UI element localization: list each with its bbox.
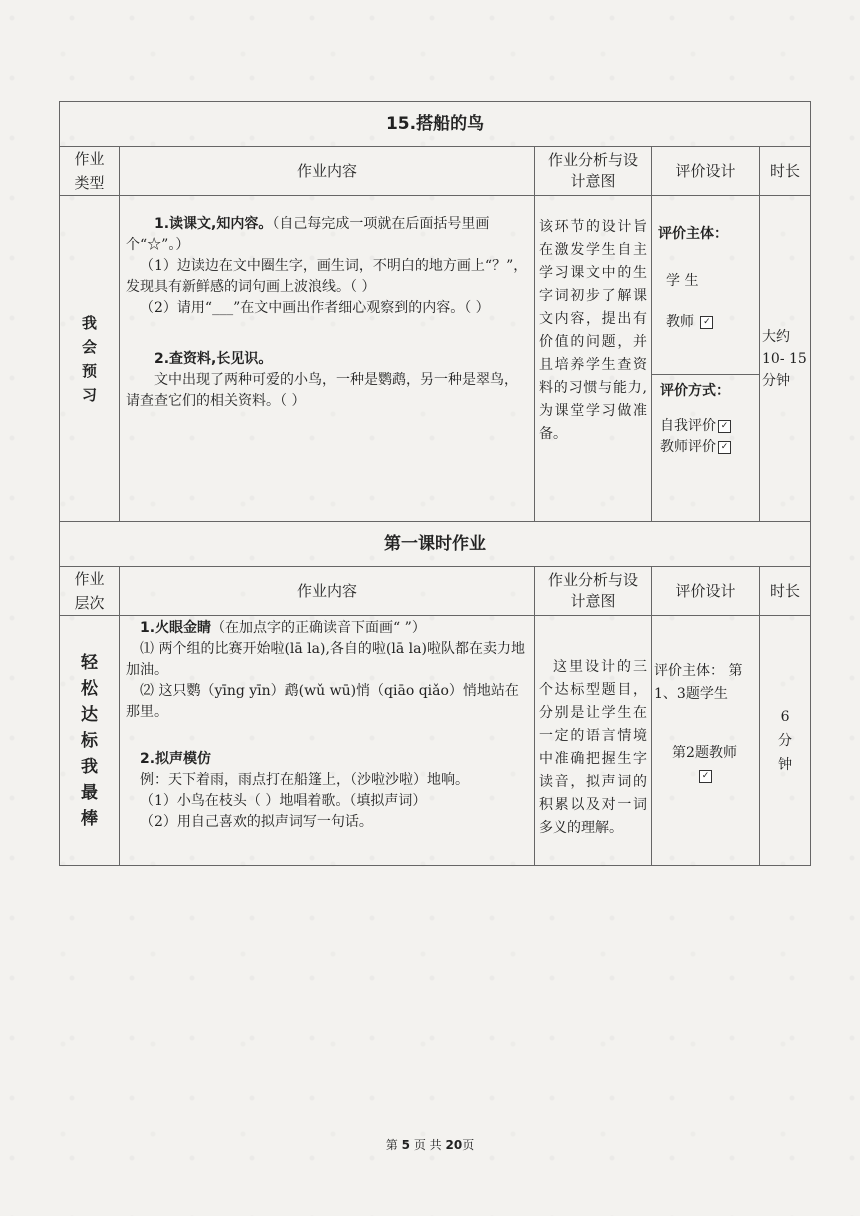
easy-item2-title: 2.拟声模仿 [140,751,212,767]
checkbox-icon: ✓ [718,420,731,433]
lesson-title: 15.搭船的鸟 [60,102,811,147]
preview-item2-text: 文中出现了两种可爱的小鸟，一种是鹦鹉，另一种是翠鸟，请查查它们的相关资料。（ ） [126,372,518,409]
easy-item1-sub2: ⑵ 这只鹦（yīng yīn）鹉(wǔ wū)悄（qiāo qiǎo）悄地站在那里。 [126,683,519,720]
checkbox-icon: ✓ [699,770,712,783]
page-total: 20 [445,1138,463,1152]
header-duration: 时长 [760,147,811,196]
section2-title: 第一课时作业 [60,522,811,567]
preview-row [60,196,811,522]
easy-duration: 6分钟 [760,616,811,866]
easy-eval-subject: 评价主体： 第1、3题学生 [654,663,743,702]
eval-self: 自我评价 [660,418,716,434]
easy-item1-title: 1.火眼金睛 [140,620,212,636]
header-row-1 [60,147,811,196]
header2-content: 作业内容 [120,567,535,616]
checkbox-icon: ✓ [718,441,731,454]
header2-duration: 时长 [760,567,811,616]
preview-duration: 大约10- 15分钟 [760,196,811,522]
eval-teacher-eval: 教师评价 [660,439,716,455]
preview-item1-sub2: （2）请用“___”在文中画出作者细心观察到的内容。（ ） [140,300,490,316]
preview-item2-title: 2.查资料,长见识。 [154,351,273,367]
preview-content [120,196,535,522]
easy-item1-sub1: ⑴ 两个组的比赛开始啦(lā la),各自的啦(lā la)啦队都在卖力地加油。 [126,641,525,678]
header-row-2 [60,567,811,616]
easy-item2-example: 例：天下着雨，雨点打在船篷上，（沙啦沙啦）地响。 [140,772,469,788]
easy-content [120,616,535,866]
header2-eval: 评价设计 [652,567,760,616]
preview-analysis: 该环节的设计旨在激发学生自主学习课文中的生字词初步了解课文内容，提出有价值的问题，并且培养学生查资料的习惯与能力,为课堂学习做准备。 [535,196,652,522]
eval-teacher: 教师 [666,314,694,330]
preview-item1-title: 1.读课文,知内容。 [154,216,273,232]
header-type: 作业类型 [60,147,120,196]
easy-item2-sub2: （2）用自己喜欢的拟声词写一句话。 [140,814,373,830]
homework-table-sheet [59,101,810,866]
easy-type: 轻松达标我最棒 [60,616,120,866]
easy-item1-note: （在加点字的正确读音下面画“ ”） [211,620,426,636]
easy-eval [652,616,760,866]
header-content: 作业内容 [120,147,535,196]
page-number: 5 [401,1138,410,1152]
header-analysis: 作业分析与设计意图 [535,147,652,196]
easy-item2-sub1: （1）小鸟在枝头（ ）地唱着歌。（填拟声词） [140,793,427,809]
eval-student: 学 生 [666,273,699,289]
checkbox-icon: ✓ [700,316,713,329]
preview-item1-sub1: （1）边读边在文中圈生字，画生词，不明白的地方画上“？”，发现具有新鲜感的词句画上波浪线。（ ） [126,258,528,295]
preview-item1-note: （自己每完成一项就在后面括号里画个“☆”。） [126,216,490,253]
preview-type: 我会预习 [60,196,120,522]
easy-analysis: 这里设计的三个达标型题目，分别是让学生在一定的语言情境中准确把握生字读音，拟声词的积累以及对一词多义的理解。 [535,616,652,866]
header2-type: 作业层次 [60,567,120,616]
preview-eval [652,196,760,522]
header2-analysis: 作业分析与设计意图 [535,567,652,616]
easy-row [60,616,811,866]
eval-method-label: 评价方式： [660,383,730,399]
easy-eval-teacher: 第2题教师 [672,745,737,761]
homework-table [59,101,811,866]
eval-subject-label: 评价主体： [658,226,728,242]
page-footer: 第 5 页 共 20页 [385,1138,475,1152]
header-eval: 评价设计 [652,147,760,196]
